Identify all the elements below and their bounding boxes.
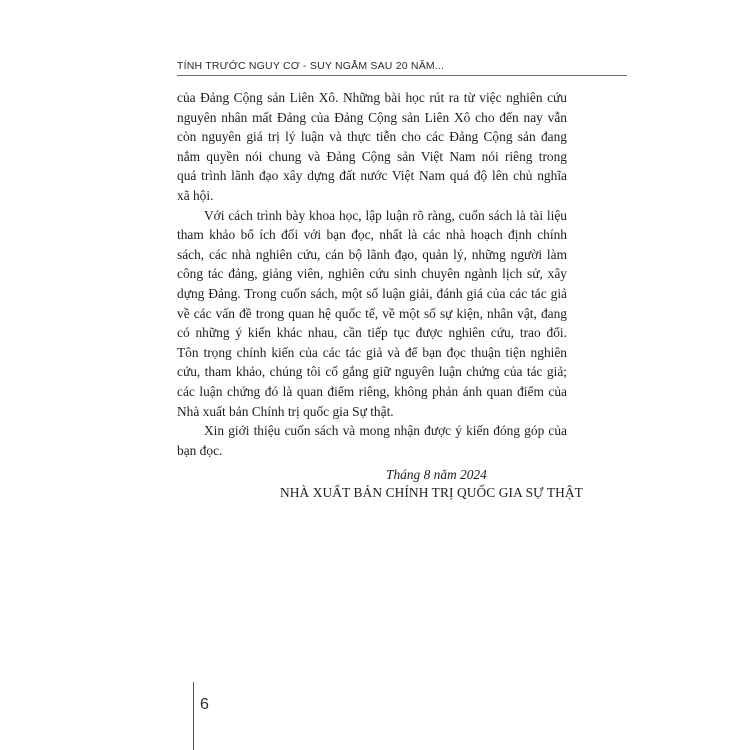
page-number-rule	[193, 682, 194, 750]
text-line: quá trình lãnh đạo xây dựng đất nước Việt Nam quá độ lên chủ nghĩa	[177, 168, 567, 184]
page-number: 6	[200, 696, 209, 713]
running-head: TÍNH TRƯỚC NGUY CƠ - SUY NGẪM SAU 20 NĂM...	[177, 60, 445, 72]
text-line: cứu, tham khảo, chúng tôi cố gắng giữ nguyên luận chứng của tác giả;	[177, 364, 567, 380]
text-line: Nhà xuất bản Chính trị quốc gia Sự thật.	[177, 403, 394, 419]
signature-date: Tháng 8 năm 2024	[386, 467, 487, 482]
paragraph-3	[177, 421, 567, 460]
text-line: các luận chứng đó là quan điểm riêng, không phản ánh quan điểm của	[177, 383, 567, 399]
text-line: công tác đảng, giảng viên, nghiên cứu sinh chuyên ngành lịch sử, xây	[177, 266, 567, 282]
text-line: xã hội.	[177, 187, 214, 203]
text-line: nắm quyền nói chung và Đảng Cộng sản Việt Nam nói riêng trong	[177, 148, 567, 164]
text-line: có những ý kiến khác nhau, cần tiếp tục được nghiên cứu, trao đổi.	[177, 325, 567, 341]
text-line: tham khảo bổ ích đối với bạn đọc, nhất là các nhà hoạch định chính	[177, 227, 567, 243]
text-line: về các vấn đề trong quan hệ quốc tế, về một số sự kiện, nhân vật, đang	[177, 305, 567, 321]
text-line: Tôn trọng chính kiến của các tác giả và để bạn đọc thuận tiện nghiên	[177, 344, 567, 360]
header-rule	[177, 75, 627, 76]
text-line: bạn đọc.	[177, 442, 223, 458]
text-line: của Đảng Cộng sản Liên Xô. Những bài học rút ra từ việc nghiên cứu	[177, 90, 567, 105]
text-line: nguyên nhân mất Đảng của Đảng Cộng sản Liên Xô cho đến nay vẫn	[177, 109, 567, 125]
text-line: sách, các nhà nghiên cứu, cán bộ lãnh đạo, quản lý, những người làm	[177, 246, 567, 262]
text-line: dựng Đảng. Trong cuốn sách, một số luận giải, đánh giá của các tác giả	[177, 285, 567, 301]
paragraph-2	[177, 206, 567, 422]
text-line: còn nguyên giá trị lý luận và thực tiễn cho các Đảng Cộng sản đang	[177, 129, 567, 145]
text-line: Xin giới thiệu cuốn sách và mong nhận được ý kiến đóng góp của	[204, 423, 567, 439]
signature-publisher: NHÀ XUẤT BẢN CHÍNH TRỊ QUỐC GIA SỰ THẬT	[280, 485, 583, 500]
paragraph-1	[177, 88, 567, 206]
text-line: Với cách trình bày khoa học, lập luận rõ ràng, cuốn sách là tài liệu	[204, 207, 567, 223]
body-text	[177, 88, 567, 460]
